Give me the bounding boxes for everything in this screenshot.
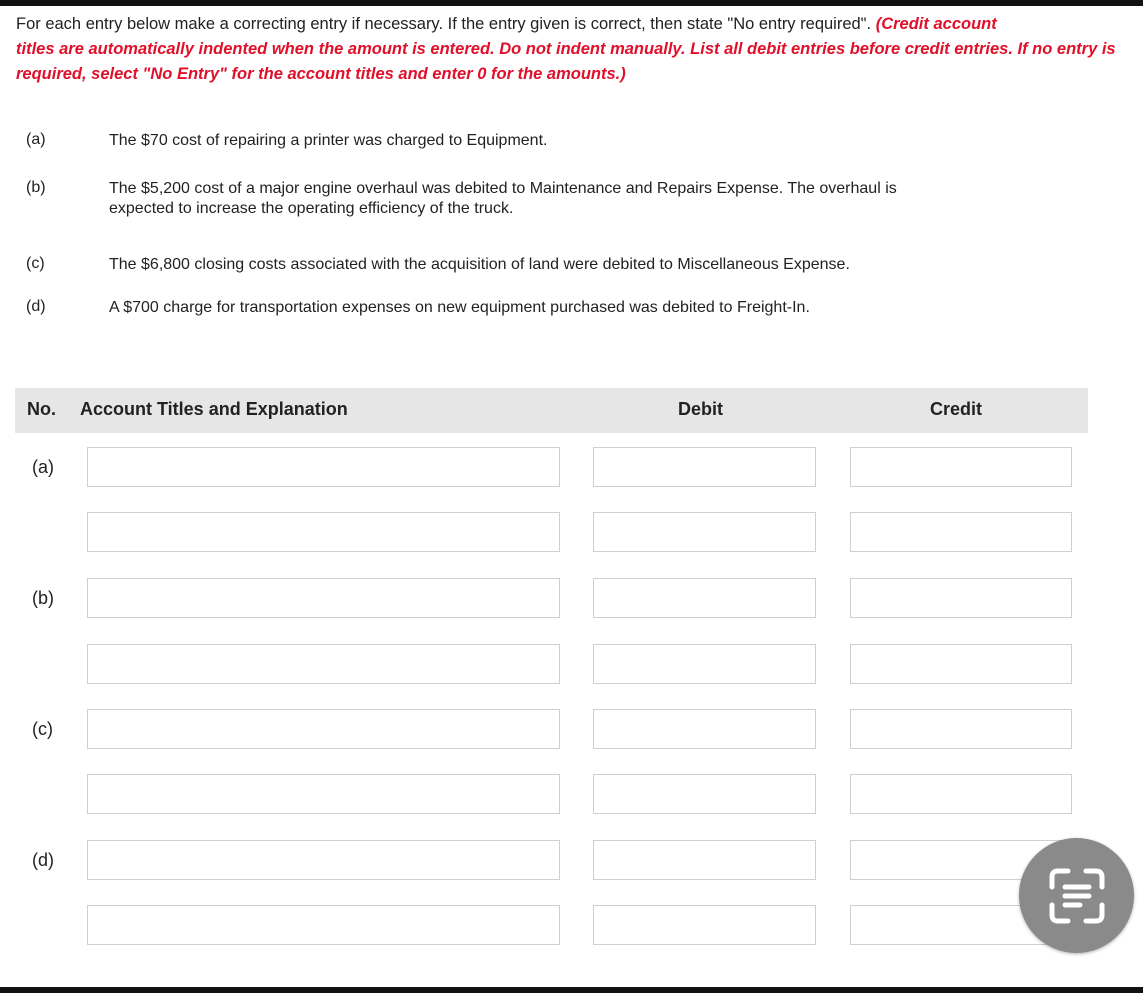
instructions-red-text-1: (Credit account <box>875 15 997 33</box>
entry-text-c <box>109 255 1109 275</box>
account-title-input[interactable] <box>87 447 560 487</box>
top-border <box>0 0 1143 6</box>
row-label-c: (c) <box>32 719 53 739</box>
header-credit: Credit <box>930 399 983 419</box>
header-no: No. <box>27 399 56 419</box>
entry-text-d <box>109 298 1109 318</box>
debit-input[interactable] <box>593 905 816 945</box>
debit-input[interactable] <box>593 447 816 487</box>
credit-input[interactable] <box>850 512 1072 552</box>
text-scan-button[interactable] <box>1019 838 1134 953</box>
entry-text-a <box>109 131 1109 151</box>
debit-input[interactable] <box>593 709 816 749</box>
bottom-border <box>0 987 1143 993</box>
debit-input[interactable] <box>593 644 816 684</box>
entry-b-line-2: expected to increase the operating efficiency of the truck. <box>109 200 514 217</box>
entry-c-line-1: The $6,800 closing costs associated with the acquisition of land were debited to Miscellaneous Expense. <box>109 256 850 273</box>
journal-table-header <box>15 388 1088 433</box>
account-title-input[interactable] <box>87 840 560 880</box>
debit-input[interactable] <box>593 578 816 618</box>
credit-input[interactable] <box>850 774 1072 814</box>
entry-d-line-1: A $700 charge for transportation expenses on new equipment purchased was debited to Freight-In. <box>109 299 810 316</box>
entry-label-b: (b) <box>26 179 46 196</box>
instructions-plain-text: For each entry below make a correcting entry if necessary. If the entry given is correct, then state "No entry required". <box>16 15 876 33</box>
instructions-red-text-3: required, select "No Entry" for the account titles and enter 0 for the amounts.) <box>16 65 626 83</box>
instructions <box>16 12 1143 87</box>
entry-label-a: (a) <box>26 131 46 148</box>
account-title-input[interactable] <box>87 774 560 814</box>
entry-text-b <box>109 179 1109 219</box>
account-title-input[interactable] <box>87 512 560 552</box>
account-title-input[interactable] <box>87 644 560 684</box>
entry-a-line-1: The $70 cost of repairing a printer was charged to Equipment. <box>109 132 548 149</box>
text-scan-icon <box>1046 865 1108 927</box>
credit-input[interactable] <box>850 578 1072 618</box>
debit-input[interactable] <box>593 840 816 880</box>
credit-input[interactable] <box>850 709 1072 749</box>
header-debit: Debit <box>678 399 723 419</box>
row-label-a: (a) <box>32 457 54 477</box>
instructions-red-text-2: titles are automatically indented when the amount is entered. Do not indent manually. List all debit entries before credit entries. If no entry is <box>16 40 1116 58</box>
credit-input[interactable] <box>850 644 1072 684</box>
entry-b-line-1: The $5,200 cost of a major engine overhaul was debited to Maintenance and Repairs Expense. The overhaul is <box>109 180 897 197</box>
row-label-d: (d) <box>32 850 54 870</box>
instructions-line-1 <box>16 12 1143 37</box>
account-title-input[interactable] <box>87 578 560 618</box>
header-account-titles: Account Titles and Explanation <box>80 399 348 419</box>
entry-label-d: (d) <box>26 298 46 315</box>
account-title-input[interactable] <box>87 905 560 945</box>
entry-label-c: (c) <box>26 255 45 272</box>
account-title-input[interactable] <box>87 709 560 749</box>
credit-input[interactable] <box>850 447 1072 487</box>
row-label-b: (b) <box>32 588 54 608</box>
debit-input[interactable] <box>593 512 816 552</box>
debit-input[interactable] <box>593 774 816 814</box>
